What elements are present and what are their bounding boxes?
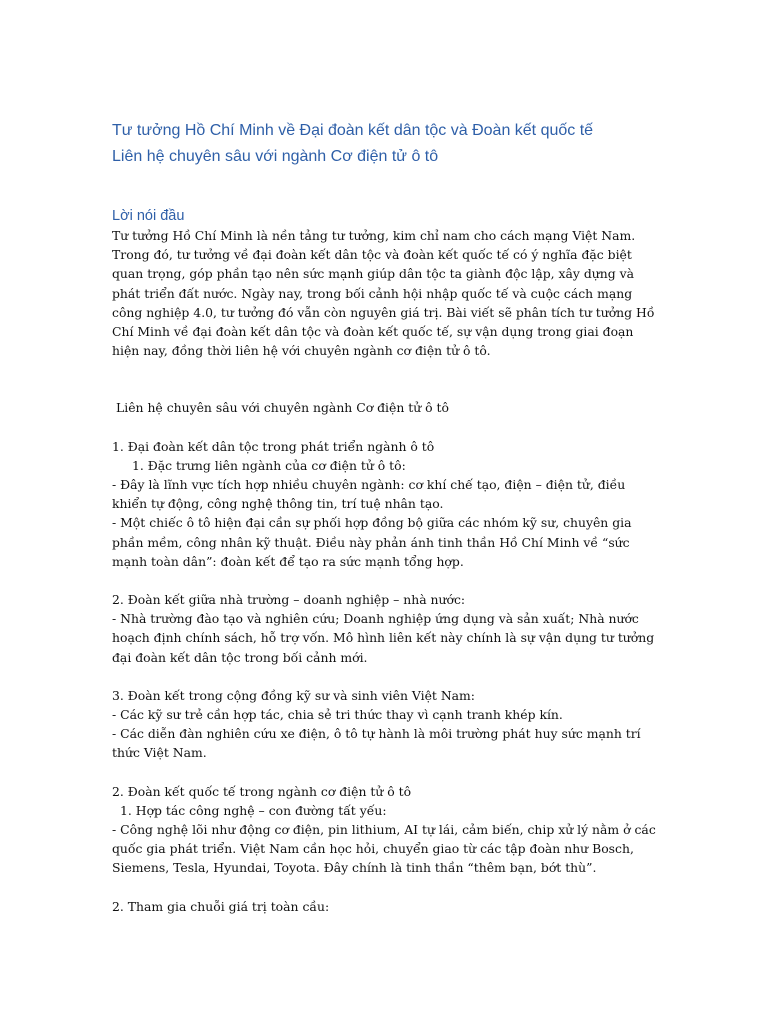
section-intro: Liên hệ chuyên sâu với chuyên ngành Cơ điện tử ô tô [116,400,449,416]
section-2-sub-2: 2. Tham gia chuỗi giá trị toàn cầu: [112,898,330,914]
section-1-sub-3-bullet-1: - Các kỹ sư trẻ cần hợp tác, chia sẻ tri thức thay vì cạnh tranh khép kín. [112,707,563,723]
section-2-heading: 2. Đoàn kết quốc tế trong ngành cơ điện tử ô tô [112,783,412,799]
section-2-sub-1-bullet-1: - Công nghệ lõi như động cơ điện, pin lithium, AI tự lái, cảm biến, chip xử lý nằm ở các quốc gia phát triển. Việt Nam cần học hỏi, chuyển giao từ các tập đoàn như Bosch, Siemens, Tesla, Hyundai, Toyota. Đây chính là tinh thần “thêm bạn, bớt thù”. [112,822,656,876]
section-1-sub-3: 3. Đoàn kết trong cộng đồng kỹ sư và sinh viên Việt Nam: [112,687,475,703]
section-1-sub-1: 1. Đặc trưng liên ngành của cơ điện tử ô tô: [132,457,406,473]
section-1-heading: 1. Đại đoàn kết dân tộc trong phát triển ngành ô tô [112,438,435,454]
document-page [112,118,662,916]
preface-heading: Lời nói đầu [112,208,185,224]
section-1-sub-2: 2. Đoàn kết giữa nhà trường – doanh nghiệp – nhà nước: [112,592,466,608]
section-1-sub-3-bullet-2: - Các diễn đàn nghiên cứu xe điện, ô tô tự hành là môi trường phát huy sức mạnh trí thức Việt Nam. [112,726,641,761]
preface-paragraph: Tư tưởng Hồ Chí Minh là nền tảng tư tưởng, kim chỉ nam cho cách mạng Việt Nam. Trong đó, tư tưởng về đại đoàn kết dân tộc và đoàn kết quốc tế có ý nghĩa đặc biệt quan trọng, góp phần tạo nên sức mạnh giúp dân tộc ta giành độc lập, xây dựng và phát triển đất nước. Ngày nay, trong bối cảnh hội nhập quốc tế và cuộc cách mạng công nghiệp 4.0, tư tưởng đó vẫn còn nguyên giá trị. Bài viết sẽ phân tích tư tưởng Hồ Chí Minh về đại đoàn kết dân tộc và đoàn kết quốc tế, sự vận dụng trong giai đoạn hiện nay, đồng thời liên hệ với chuyên ngành cơ điện tử ô tô. [112,228,655,359]
title-line-1: Tư tưởng Hồ Chí Minh về Đại đoàn kết dân tộc và Đoàn kết quốc tế [112,122,594,139]
section-1-sub-1-bullet-1: - Đây là lĩnh vực tích hợp nhiều chuyên ngành: cơ khí chế tạo, điện – điện tử, điều khiển tự động, công nghệ thông tin, trí tuệ nhân tạo. [112,477,626,512]
section-1-sub-2-bullet-1: - Nhà trường đào tạo và nghiên cứu; Doanh nghiệp ứng dụng và sản xuất; Nhà nước hoạch định chính sách, hỗ trợ vốn. Mô hình liên kết này chính là sự vận dụng tư tưởng đại đoàn kết dân tộc trong bối cảnh mới. [112,611,655,665]
document-title [112,118,662,170]
title-line-2: Liên hệ chuyên sâu với ngành Cơ điện tử ô tô [112,148,439,165]
section-1-sub-1-bullet-2: - Một chiếc ô tô hiện đại cần sự phối hợp đồng bộ giữa các nhóm kỹ sư, chuyên gia phần mềm, công nhân kỹ thuật. Điều này phản ánh tinh thần Hồ Chí Minh về “sức mạnh toàn dân”: đoàn kết để tạo ra sức mạnh tổng hợp. [112,515,632,569]
section-2-sub-1: 1. Hợp tác công nghệ – con đường tất yếu: [120,802,387,818]
